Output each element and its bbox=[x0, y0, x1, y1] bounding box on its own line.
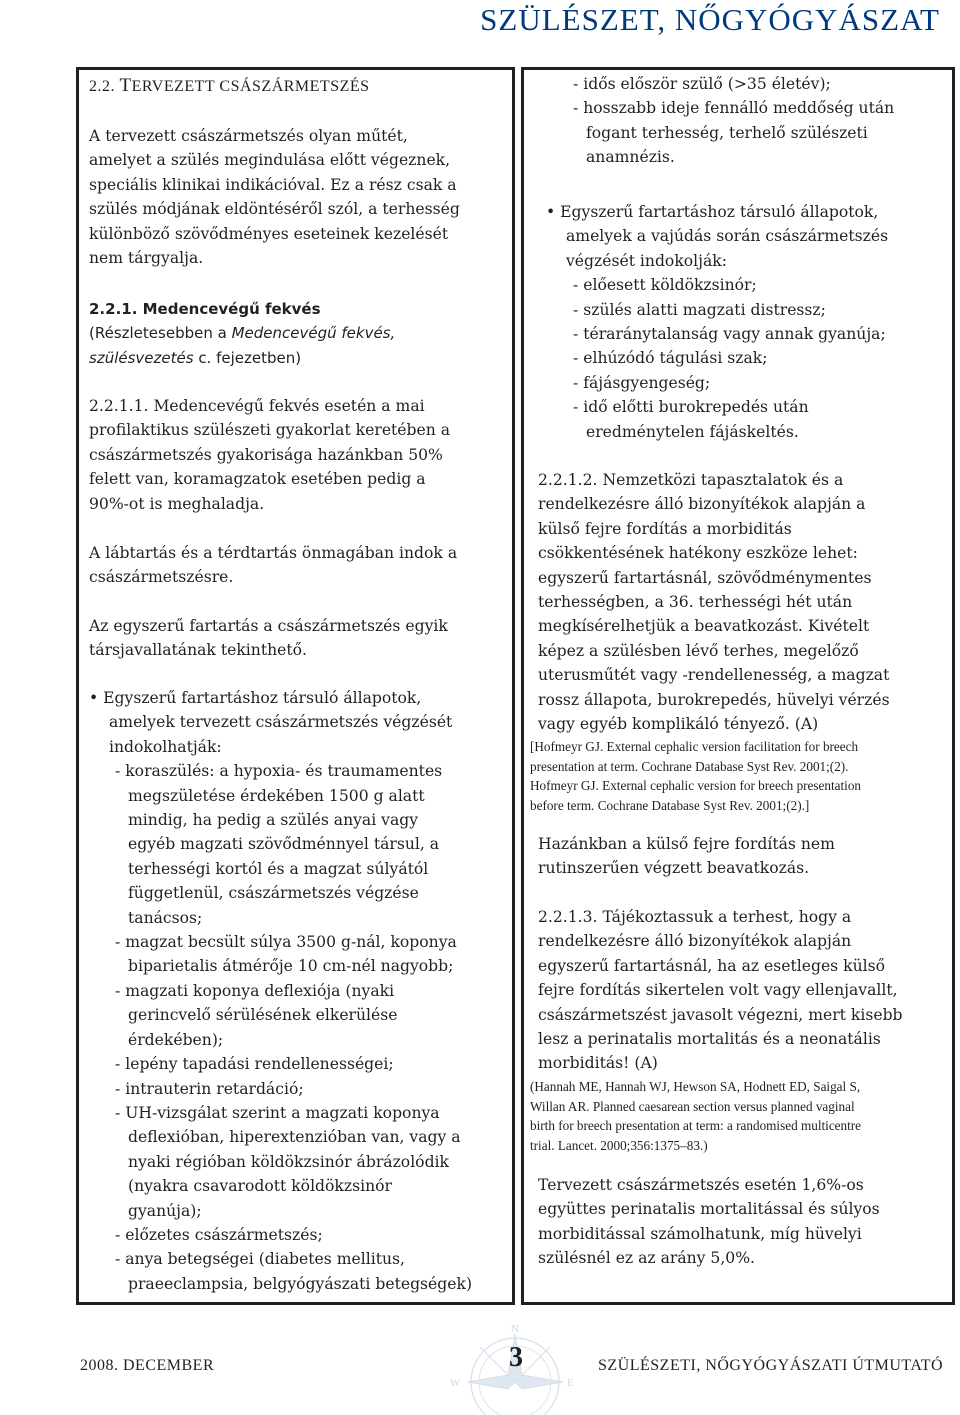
paragraph-2-2-1-3: 2.2.1.3. Tájékoztassuk a terhest, hogy a rendelkezésre álló bizonyítékok alapján egyszerű fartartásnál, ha az esetleges külső fejre fordítás sikertelen volt vagy ellenjavallt, császármetszést javasolt végezni, mert kisebb lesz a perinatalis mortalitás és a neonatális morbiditás! (A) bbox=[538, 908, 903, 1073]
section-title-rest: ERVEZETT CSÁSZÁRMETSZÉS bbox=[131, 78, 370, 95]
list-item: - előzetes császármetszés; bbox=[115, 1225, 323, 1244]
list-item: - lepény tapadási rendellenességei; bbox=[115, 1055, 394, 1074]
list-item: - magzat becsült súlya 3500 g-nál, koponya biparietalis átmérője 10 cm-nél nagyobb; bbox=[115, 933, 457, 976]
section-heading bbox=[89, 75, 370, 97]
subsection-title: 2.2.1. Medencevégű fekvés bbox=[89, 300, 321, 318]
footer-date: 2008. DECEMBER bbox=[80, 1357, 215, 1374]
section-number: 2.2. bbox=[89, 78, 120, 95]
list-item: - UH-vizsgálat szerint a magzati koponya deflexióban, hiperextenzióban van, vagy a nyaki régióban köldökzsinór ábrázolódik (nyakra csavarodott köldökzsinór gyanúja); bbox=[115, 1103, 461, 1220]
compass-letter: N bbox=[511, 1323, 519, 1335]
list-item: - koraszülés: a hypoxia- és traumamentes megszületése érdekében 1500 g alatt mindig, ha pedig a szülés anyai vagy egyéb magzati szövődménnyel társul, a terhességi kortól és a magzat súlyától függetlenül, császármetszés végzése tanácsos; bbox=[115, 762, 443, 927]
list-item: - idő előtti burokrepedés után eredménytelen fájáskeltés. bbox=[573, 398, 809, 441]
list-item: - intrauterin retardáció; bbox=[115, 1079, 304, 1098]
list-item: - magzati koponya deflexiója (nyaki gerincvelő sérülésének elkerülése érdekében); bbox=[115, 981, 398, 1049]
subsection-note: (Részletesebben a Medencevégű fekvés, bbox=[89, 324, 396, 343]
bullet-heading: • Egyszerű fartartáshoz társuló állapotok, amelyek a vajúdás során császármetszés végzését indokolják: bbox=[546, 203, 889, 270]
compass-letter: W bbox=[450, 1377, 461, 1389]
intro-paragraph: A tervezett császármetszés olyan műtét, amelyet a szülés megindulása előtt végeznek, speciális klinikai indikációval. Ez a rész csak a szülés módjának eldöntéséről szól, a terhesség különböző szövődményes eseteinek kezelését nem tárgyalja. bbox=[89, 127, 460, 268]
planned-indications-continued bbox=[560, 72, 955, 170]
paragraph-leg-knee: A lábtartás és a térdtartás önmagában indok a császármetszésre. bbox=[89, 544, 458, 587]
paragraph-outcome-rates: Tervezett császármetszés esetén 1,6%-os együttes perinatalis mortalitással és súlyos morbiditással számolhatunk, míg hüvelyi szülésnél ez az arány 5,0%. bbox=[538, 1176, 880, 1268]
paragraph-2-2-1-2: 2.2.1.2. Nemzetközi tapasztalatok és a rendelkezésre álló bizonyítékok alapján a külső fejre fordítás a morbiditás csökkentésének hatékony eszköze lehet: egyszerű fartartásnál, szövődménymentes terhességben, a 36. terhességi hét után megkísérelhetjük a beavatkozást. Kivételt képez a szülésben lévő terhes, megelőző uterusműtét vagy -rendellenesség, a magzat rossz állapota, burokrepedés, hüvelyi vérzés vagy egyéb komplikáló tényező. (A) bbox=[538, 471, 890, 734]
paragraph-hungary-practice: Hazánkban a külső fejre fordítás nem rutinszerűen végzett beavatkozás. bbox=[538, 835, 835, 878]
list-item: - fájásgyengeség; bbox=[573, 373, 711, 392]
footer-guide-title: SZÜLÉSZETI, NŐGYÓGYÁSZATI ÚTMUTATÓ bbox=[598, 1357, 944, 1374]
reference-hofmeyr: [Hofmeyr GJ. External cephalic version facilitation for breech presentation at term. Cochrane Database Syst Rev. 2001;(2). Hofmeyr GJ. External cephalic version for breech presentation before term. Cochrane Database Syst Rev. 2001;(2).] bbox=[530, 739, 862, 813]
paragraph-frank-breech: Az egyszerű fartartás a császármetszés egyik társjavallatának tekinthető. bbox=[89, 617, 448, 660]
list-item: - anya betegségei (diabetes mellitus, praeeclampsia, belgyógyászati betegségek) bbox=[115, 1250, 473, 1293]
labour-indications-list bbox=[546, 200, 951, 444]
list-item: - elhúzódó tágulási szak; bbox=[573, 349, 768, 368]
list-item: - előesett köldökzsinór; bbox=[573, 276, 757, 295]
list-item: - hosszabb ideje fennálló meddőség után fogant terhesség, terhelő szülészeti anamnézis. bbox=[573, 99, 895, 167]
subsection-heading: 2.2.1. Medencevégű fekvés (Részletesebben a Medencevégű fekvés, szülésvezetés c. fejezetben) bbox=[89, 297, 509, 370]
page-number: 3 bbox=[509, 1342, 523, 1373]
list-item: - szülés alatti magzati distressz; bbox=[573, 300, 826, 319]
list-item: - téraránytalanság vagy annak gyanúja; bbox=[573, 325, 886, 344]
page-header-title: SZÜLÉSZET, NŐGYÓGYÁSZAT bbox=[480, 2, 940, 37]
list-item: - idős először szülő (>35 életév); bbox=[573, 75, 831, 93]
paragraph-2-2-1-1: 2.2.1.1. Medencevégű fekvés esetén a mai profilaktikus szülészeti gyakorlat keretében a császármetszés gyakorisága hazánkban 50% felett van, koramagzatok esetében pedig a 90%-ot is meghaladja. bbox=[89, 397, 451, 513]
planned-indications-list bbox=[89, 686, 509, 1296]
compass-letter: E bbox=[567, 1377, 574, 1389]
bullet-heading: • Egyszerű fartartáshoz társuló állapotok, amelyek tervezett császármetszés végzését indokolhatják: bbox=[89, 689, 453, 756]
reference-hannah: (Hannah ME, Hannah WJ, Hewson SA, Hodnett ED, Saigal S, Willan AR. Planned caesarean section versus planned vaginal birth for breech presentation at term: a randomised multicentre trial. Lancet. 2000;356:1375–83.) bbox=[530, 1079, 862, 1153]
section-title-cap: T bbox=[119, 75, 132, 96]
